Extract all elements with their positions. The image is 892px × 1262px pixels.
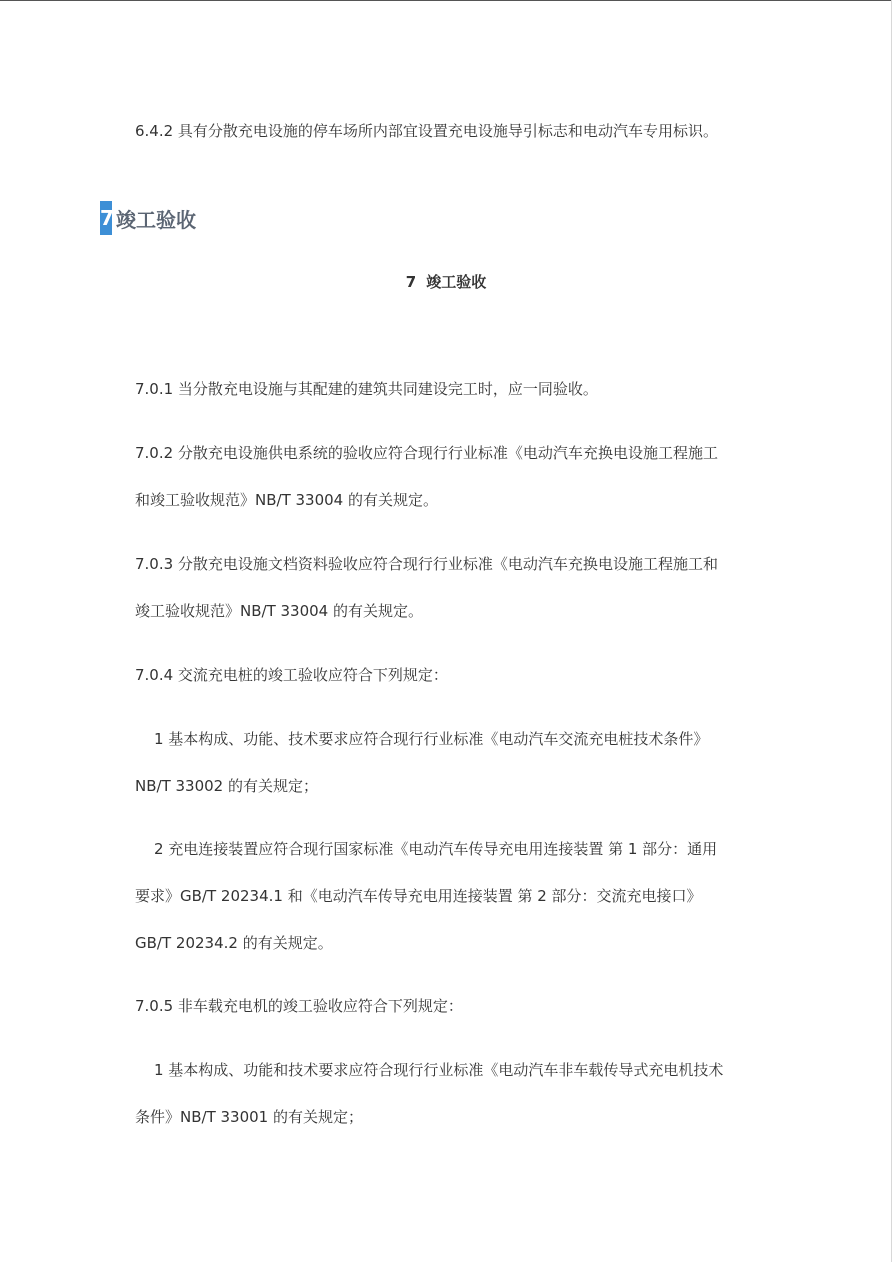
nav-heading-number: 7 [100, 201, 112, 235]
clause-7-0-4-item-2-line-3: GB/T 20234.2 的有关规定。 [135, 934, 333, 952]
clause-7-0-2-line-2: 和竣工验收规范》NB/T 33004 的有关规定。 [135, 491, 438, 509]
clause-7-0-2 [135, 430, 765, 524]
page-top-border [0, 0, 892, 1]
clause-7-0-4-text: 7.0.4 交流充电桩的竣工验收应符合下列规定： [135, 666, 448, 684]
nav-heading-title: 竣工验收 [116, 207, 196, 232]
clause-7-0-4-item-1-line-1: 1 基本构成、功能、技术要求应符合现行行业标准《电动汽车交流充电桩技术条件》 [154, 730, 709, 748]
clause-7-0-2-line-1: 7.0.2 分散充电设施供电系统的验收应符合现行行业标准《电动汽车充换电设施工程施工 [135, 444, 718, 462]
clause-7-0-1 [135, 366, 765, 413]
clause-7-0-5-item-1 [135, 1047, 765, 1141]
clause-7-0-3 [135, 541, 765, 635]
chapter-title-text: 竣工验收 [426, 273, 487, 291]
clause-7-0-1-text: 7.0.1 当分散充电设施与其配建的建筑共同建设完工时，应一同验收。 [135, 380, 598, 398]
clause-7-0-3-line-2: 竣工验收规范》NB/T 33004 的有关规定。 [135, 602, 423, 620]
clause-7-0-4-item-2-line-2: 要求》GB/T 20234.1 和《电动汽车传导充电用连接装置 第 2 部分：交流充电接口》 [135, 887, 702, 905]
clause-7-0-5-text: 7.0.5 非车载充电机的竣工验收应符合下列规定： [135, 997, 463, 1015]
nav-heading-chapter-7[interactable] [100, 200, 196, 236]
clause-7-0-5 [135, 983, 765, 1030]
clause-7-0-4-item-1-line-2: NB/T 33002 的有关规定； [135, 777, 318, 795]
clause-6-4-2 [135, 108, 765, 155]
clause-6-4-2-text: 6.4.2 具有分散充电设施的停车场所内部宜设置充电设施导引标志和电动汽车专用标识。 [135, 122, 718, 140]
clause-7-0-4-item-2 [135, 826, 765, 967]
chapter-title [0, 270, 892, 294]
chapter-number: 7 [405, 273, 417, 291]
clause-7-0-4 [135, 652, 765, 699]
clause-7-0-5-item-1-line-2: 条件》NB/T 33001 的有关规定； [135, 1108, 363, 1126]
clause-7-0-4-item-2-line-1: 2 充电连接装置应符合现行国家标准《电动汽车传导充电用连接装置 第 1 部分：通用 [154, 840, 718, 858]
clause-7-0-3-line-1: 7.0.3 分散充电设施文档资料验收应符合现行行业标准《电动汽车充换电设施工程施工和 [135, 555, 718, 573]
clause-7-0-5-item-1-line-1: 1 基本构成、功能和技术要求应符合现行行业标准《电动汽车非车载传导式充电机技术 [154, 1061, 724, 1079]
clause-7-0-4-item-1 [135, 716, 765, 810]
